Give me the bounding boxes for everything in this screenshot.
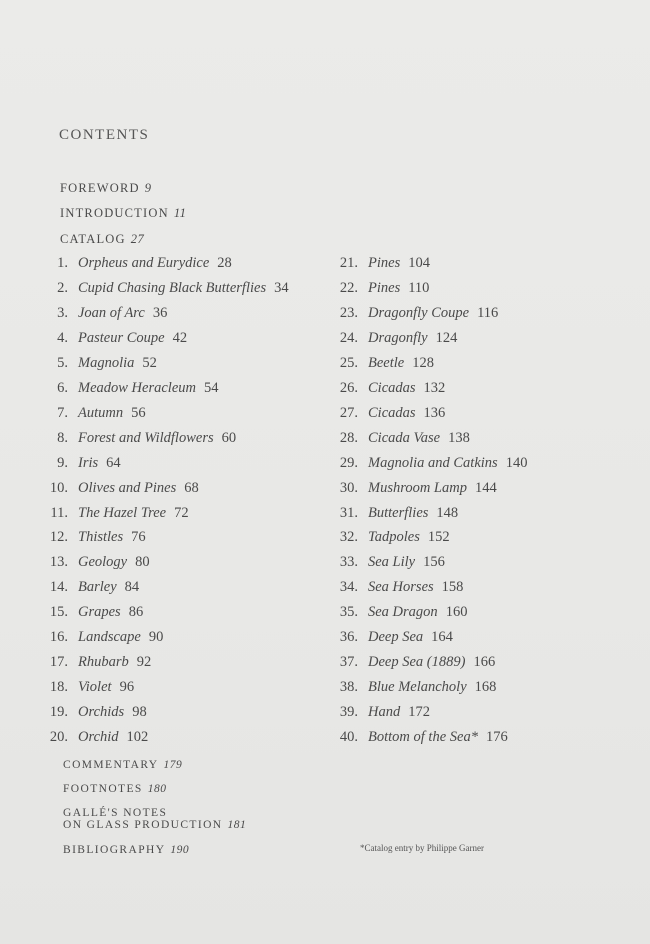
entry-page: 110: [408, 280, 430, 296]
entry-title: Orpheus and Eurydice: [78, 255, 210, 271]
entry-title: Violet: [78, 679, 112, 695]
entry-page: 54: [203, 380, 219, 396]
section-page: 190: [170, 844, 190, 856]
entry-page: 86: [128, 604, 144, 620]
entry-page: 166: [473, 654, 496, 670]
entry-number: 34.: [339, 579, 358, 595]
catalog-entry: [44, 405, 146, 422]
entry-number: 19.: [49, 704, 68, 720]
entry-title: Geology: [78, 554, 128, 570]
section-catalog: [60, 232, 144, 247]
catalog-entry: [44, 380, 218, 397]
section-introduction: [60, 206, 186, 221]
entry-page: 52: [142, 355, 157, 371]
entry-title: Pasteur Coupe: [78, 330, 165, 346]
entry-page: 148: [436, 505, 459, 521]
entry-number: 29.: [339, 455, 358, 471]
section-label: INTRODUCTION: [60, 206, 169, 220]
catalog-entry: [44, 430, 236, 447]
catalog-entry: [44, 654, 151, 671]
catalog-entry: [334, 480, 497, 497]
catalog-entry: [44, 480, 199, 497]
entry-page: 42: [172, 330, 188, 346]
catalog-entry: [334, 380, 445, 397]
catalog-entry: [334, 604, 467, 621]
entry-title: Dragonfly Coupe: [368, 305, 470, 321]
entry-title: Pines: [368, 280, 401, 296]
catalog-entry: [334, 554, 445, 571]
section-page: 180: [147, 783, 167, 795]
entry-number: 11.: [50, 505, 68, 521]
entry-page: 60: [221, 430, 237, 446]
entry-page: 68: [184, 480, 199, 496]
entry-page: 104: [408, 255, 430, 271]
section-foreword: [60, 181, 152, 196]
section-page: 179: [163, 759, 183, 771]
entry-page: 76: [131, 529, 146, 545]
entry-number: 31.: [339, 505, 358, 521]
entry-number: 33.: [339, 554, 358, 570]
entry-page: 72: [174, 505, 189, 521]
entry-number: 7.: [57, 405, 68, 421]
catalog-entry: [334, 405, 445, 422]
catalog-entry: [334, 679, 496, 696]
section-page: 9: [144, 181, 152, 195]
entry-number: 9.: [57, 455, 68, 471]
entry-title: Beetle: [368, 355, 405, 371]
section-page: 11: [173, 206, 187, 220]
catalog-entry: [334, 305, 498, 322]
entry-number: 26.: [339, 380, 358, 396]
section-bibliography: [63, 844, 189, 856]
entry-title: Joan of Arc: [78, 305, 145, 321]
entry-page: 156: [423, 554, 445, 570]
entry-title: Mushroom Lamp: [368, 480, 467, 496]
entry-title: Sea Horses: [368, 579, 434, 595]
entry-number: 40.: [339, 729, 358, 745]
entry-title: Deep Sea: [368, 629, 424, 645]
entry-page: 36: [152, 305, 168, 321]
entry-title: Deep Sea (1889): [368, 654, 466, 670]
section-galle-notes: [63, 807, 246, 831]
entry-page: 140: [505, 455, 528, 471]
section-page: 181: [227, 819, 247, 831]
section-label: CATALOG: [60, 232, 126, 246]
entry-title: Landscape: [78, 629, 141, 645]
catalog-entry: [44, 679, 134, 696]
entry-number: 3.: [57, 305, 68, 321]
entry-title: Cicadas: [368, 405, 416, 421]
entry-number: 36.: [339, 629, 358, 645]
entry-number: 22.: [339, 280, 358, 296]
entry-title: Cicadas: [368, 380, 416, 396]
entry-page: 152: [427, 529, 450, 545]
entry-page: 158: [441, 579, 464, 595]
entry-number: 10.: [49, 480, 68, 496]
catalog-entry: [334, 355, 434, 372]
entry-number: 17.: [49, 654, 68, 670]
entry-title: Magnolia: [78, 355, 135, 371]
entry-number: 12.: [49, 529, 68, 545]
entry-number: 32.: [339, 529, 358, 545]
entry-page: 160: [445, 604, 468, 620]
entry-number: 1.: [57, 255, 68, 271]
catalog-entry: [334, 255, 430, 272]
catalog-entry: [334, 455, 527, 472]
entry-number: 4.: [57, 330, 68, 346]
section-commentary: [63, 759, 182, 771]
catalog-entry: [334, 704, 430, 721]
catalog-entry: [44, 330, 187, 347]
entry-title: Pines: [368, 255, 401, 271]
catalog-entry: [44, 529, 146, 546]
catalog-entry: [44, 355, 157, 372]
entry-title: Barley: [78, 579, 117, 595]
entry-page: 172: [408, 704, 430, 720]
page-title: contents: [59, 120, 150, 144]
entry-page: 64: [106, 455, 121, 471]
catalog-entry: [334, 330, 457, 347]
entry-title: Iris: [78, 455, 99, 471]
catalog-entry: [44, 554, 150, 571]
entry-number: 8.: [57, 430, 68, 446]
section-label-line2: ON GLASS PRODUCTION: [63, 819, 223, 831]
entry-page: 144: [474, 480, 497, 496]
entry-title: Rhubarb: [78, 654, 129, 670]
entry-number: 18.: [49, 679, 68, 695]
catalog-entry: [334, 430, 470, 447]
entry-title: Cicada Vase: [368, 430, 441, 446]
section-label: FOREWORD: [60, 181, 140, 195]
catalog-entry: [44, 505, 189, 522]
entry-page: 90: [148, 629, 164, 645]
section-label: FOOTNOTES: [63, 783, 143, 795]
entry-title: Orchid: [78, 729, 119, 745]
entry-number: 23.: [339, 305, 358, 321]
entry-title: Tadpoles: [368, 529, 420, 545]
entry-number: 35.: [339, 604, 358, 620]
section-label: COMMENTARY: [63, 759, 159, 771]
entry-number: 39.: [339, 704, 358, 720]
entry-number: 27.: [339, 405, 358, 421]
entry-page: 56: [131, 405, 146, 421]
catalog-entry: [44, 305, 167, 322]
catalog-entry: [334, 280, 429, 297]
catalog-entry: [334, 729, 508, 746]
catalog-entry: [44, 729, 148, 746]
entry-title: Olives and Pines: [78, 480, 177, 496]
catalog-entry: [44, 704, 147, 721]
entry-title: Magnolia and Catkins: [368, 455, 498, 471]
catalog-entry: [44, 455, 121, 472]
catalog-entry: [334, 529, 450, 546]
entry-title: Orchids: [78, 704, 125, 720]
entry-title: Sea Lily: [368, 554, 416, 570]
entry-page: 136: [423, 405, 446, 421]
entry-number: 37.: [339, 654, 358, 670]
entry-page: 80: [135, 554, 150, 570]
entry-number: 38.: [339, 679, 358, 695]
entry-page: 84: [124, 579, 140, 595]
catalog-entry: [334, 505, 458, 522]
catalog-entry: [44, 255, 232, 272]
entry-number: 5.: [57, 355, 68, 371]
section-label: GALLÉ'S NOTES: [63, 807, 168, 819]
entry-title: Dragonfly: [368, 330, 428, 346]
catalog-entry: [334, 629, 453, 646]
catalog-entry: [44, 629, 163, 646]
footnote: *Catalog entry by Philippe Garner: [360, 843, 484, 853]
section-page: 27: [130, 232, 145, 246]
entry-page: 132: [423, 380, 446, 396]
entry-title: Forest and Wildflowers: [78, 430, 214, 446]
entry-number: 13.: [49, 554, 68, 570]
entry-number: 28.: [339, 430, 358, 446]
entry-title: Autumn: [78, 405, 124, 421]
entry-number: 25.: [339, 355, 358, 371]
entry-page: 28: [217, 255, 232, 271]
catalog-entry: [44, 579, 139, 596]
entry-title: Thistles: [78, 529, 124, 545]
entry-title: Bottom of the Sea*: [368, 729, 478, 745]
entry-title: The Hazel Tree: [78, 505, 167, 521]
entry-page: 34: [274, 280, 289, 296]
entry-page: 116: [477, 305, 499, 321]
entry-page: 176: [485, 729, 508, 745]
entry-title: Blue Melancholy: [368, 679, 467, 695]
entry-page: 96: [119, 679, 135, 695]
entry-number: 16.: [49, 629, 68, 645]
entry-number: 24.: [339, 330, 358, 346]
entry-number: 21.: [339, 255, 358, 271]
entry-page: 124: [435, 330, 458, 346]
entry-page: 138: [448, 430, 470, 446]
entry-title: Hand: [368, 704, 401, 720]
entry-page: 98: [132, 704, 147, 720]
entry-page: 128: [412, 355, 434, 371]
entry-page: 102: [126, 729, 149, 745]
entry-page: 92: [136, 654, 152, 670]
entry-page: 164: [431, 629, 453, 645]
entry-number: 6.: [57, 380, 68, 396]
entry-number: 20.: [49, 729, 68, 745]
section-label: BIBLIOGRAPHY: [63, 844, 166, 856]
entry-number: 2.: [57, 280, 68, 296]
entry-number: 15.: [49, 604, 68, 620]
entry-title: Grapes: [78, 604, 121, 620]
entry-title: Meadow Heracleum: [78, 380, 196, 396]
section-footnotes: [63, 783, 166, 795]
entry-title: Butterflies: [368, 505, 429, 521]
entry-number: 14.: [49, 579, 68, 595]
catalog-entry: [334, 579, 463, 596]
entry-title: Cupid Chasing Black Butterflies: [78, 280, 267, 296]
catalog-entry: [44, 280, 289, 297]
catalog-entry: [44, 604, 143, 621]
entry-title: Sea Dragon: [368, 604, 438, 620]
catalog-entry: [334, 654, 495, 671]
entry-number: 30.: [339, 480, 358, 496]
entry-page: 168: [474, 679, 497, 695]
